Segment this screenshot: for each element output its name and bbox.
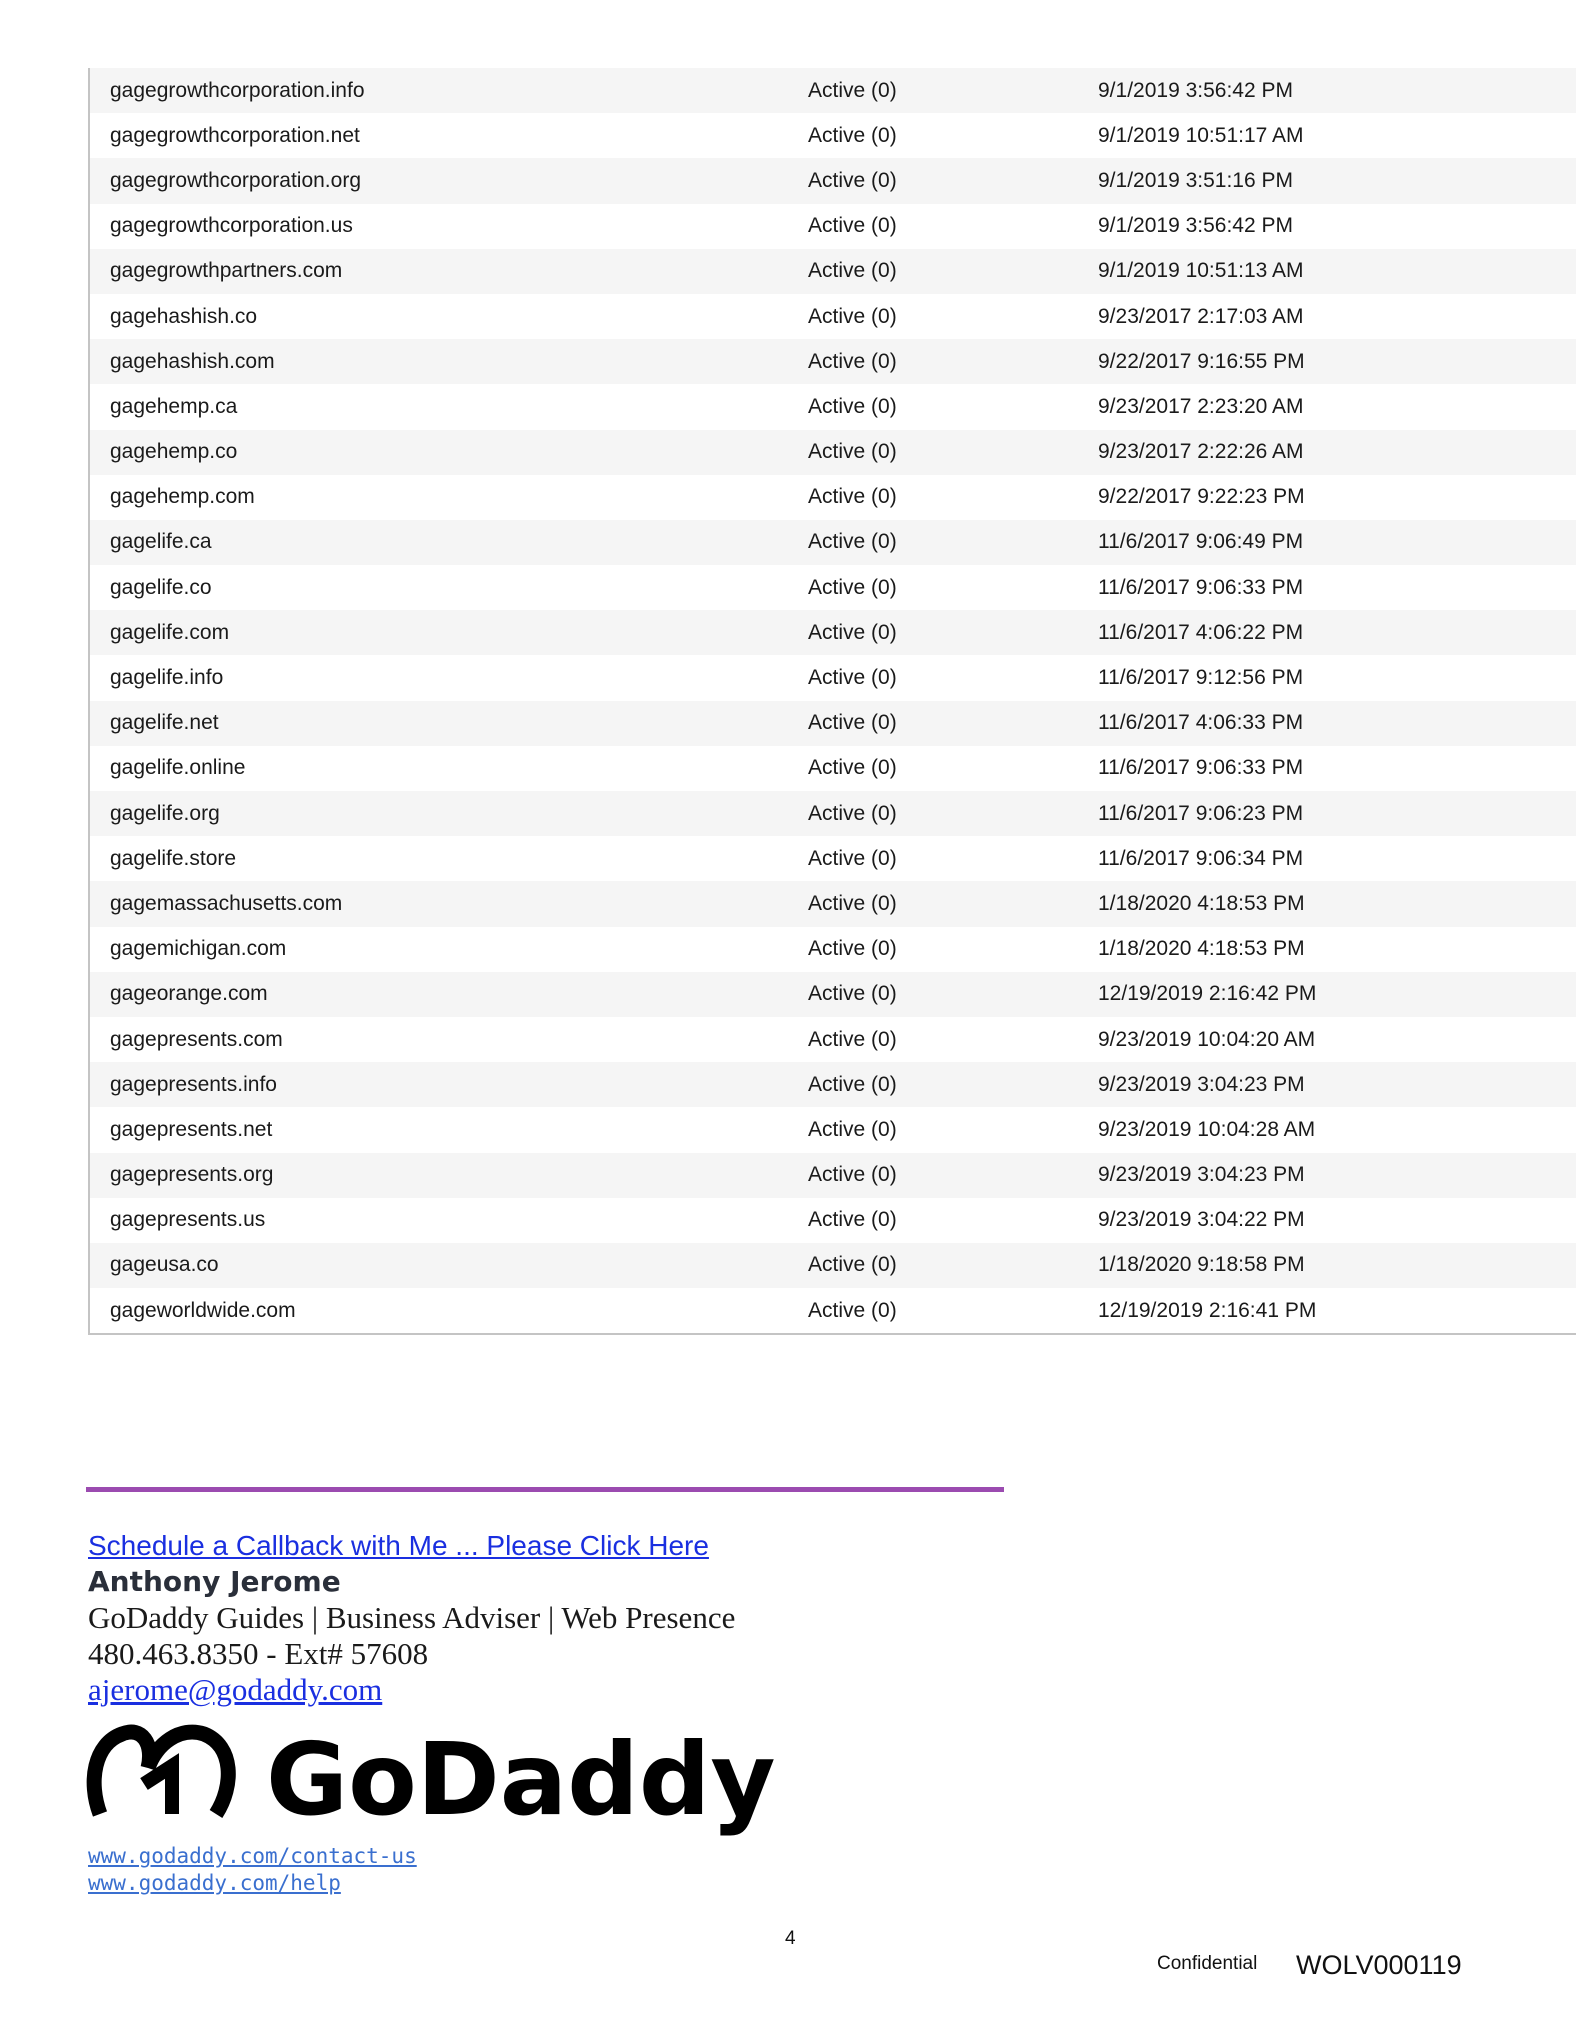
- domain-cell: gagelife.online: [110, 756, 246, 780]
- domain-cell: gagehemp.co: [110, 440, 238, 464]
- date-cell: 11/6/2017 9:12:56 PM: [1098, 666, 1304, 690]
- table-row: [90, 610, 1576, 655]
- status-cell: Active (0): [808, 304, 897, 328]
- domain-cell: gagepresents.com: [110, 1027, 283, 1051]
- domain-cell: gageworldwide.com: [110, 1298, 296, 1322]
- date-cell: 9/23/2019 3:04:22 PM: [1098, 1208, 1305, 1232]
- status-cell: Active (0): [808, 485, 897, 509]
- table-row: [90, 249, 1576, 294]
- table-row: [90, 1153, 1576, 1198]
- signature-email-link[interactable]: ajerome@godaddy.com: [88, 1672, 383, 1707]
- status-cell: Active (0): [808, 123, 897, 147]
- date-cell: 11/6/2017 9:06:33 PM: [1098, 575, 1304, 599]
- status-cell: Active (0): [808, 756, 897, 780]
- status-cell: Active (0): [808, 259, 897, 283]
- confidential-label: Confidential: [1157, 1953, 1258, 1974]
- domain-cell: gagepresents.net: [110, 1117, 273, 1141]
- status-cell: Active (0): [808, 1027, 897, 1051]
- bates-number: WOLV000119: [1296, 1950, 1462, 1980]
- table-row: [90, 565, 1576, 610]
- table-row: [90, 701, 1576, 746]
- help-link[interactable]: www.godaddy.com/help: [88, 1871, 341, 1895]
- date-cell: 9/23/2019 10:04:28 AM: [1098, 1117, 1316, 1141]
- date-cell: 9/22/2017 9:16:55 PM: [1098, 349, 1305, 373]
- date-cell: 9/23/2017 2:17:03 AM: [1098, 304, 1304, 328]
- page-number: 4: [785, 1928, 796, 1949]
- table-row: [90, 430, 1576, 475]
- table-row: [90, 1198, 1576, 1243]
- table-row: [90, 1107, 1576, 1152]
- date-cell: 9/23/2017 2:22:26 AM: [1098, 440, 1304, 464]
- table-row: [90, 113, 1576, 158]
- domain-cell: gagepresents.info: [110, 1072, 277, 1096]
- domain-cell: gagehemp.ca: [110, 394, 238, 418]
- status-cell: Active (0): [808, 1253, 897, 1277]
- date-cell: 12/19/2019 2:16:41 PM: [1098, 1298, 1317, 1322]
- status-cell: Active (0): [808, 530, 897, 554]
- godaddy-logo-icon: [88, 1721, 776, 1838]
- date-cell: 1/18/2020 9:18:58 PM: [1098, 1253, 1305, 1277]
- domain-cell: gagelife.ca: [110, 530, 212, 554]
- signature-title: GoDaddy Guides | Business Adviser | Web Presence: [88, 1600, 736, 1635]
- table-row: [90, 158, 1576, 203]
- domain-cell: gagelife.com: [110, 620, 230, 644]
- status-cell: Active (0): [808, 666, 897, 690]
- status-cell: Active (0): [808, 168, 897, 192]
- date-cell: 9/23/2019 10:04:20 AM: [1098, 1027, 1316, 1051]
- table-row: [90, 68, 1576, 113]
- table-row: [90, 655, 1576, 700]
- table-row: [90, 204, 1576, 249]
- status-cell: Active (0): [808, 1072, 897, 1096]
- table-row: [90, 475, 1576, 520]
- date-cell: 9/1/2019 3:56:42 PM: [1098, 214, 1293, 238]
- domain-cell: gageorange.com: [110, 982, 268, 1006]
- status-cell: Active (0): [808, 982, 897, 1006]
- date-cell: 11/6/2017 9:06:49 PM: [1098, 530, 1304, 554]
- signature-divider: [86, 1487, 1004, 1492]
- domain-table: [88, 68, 1576, 1335]
- domain-cell: gagelife.co: [110, 575, 212, 599]
- table-row: [90, 791, 1576, 836]
- domain-cell: gagelife.net: [110, 711, 219, 735]
- status-cell: Active (0): [808, 78, 897, 102]
- status-cell: Active (0): [808, 891, 897, 915]
- status-cell: Active (0): [808, 1208, 897, 1232]
- date-cell: 11/6/2017 4:06:22 PM: [1098, 620, 1304, 644]
- domain-cell: gagehashish.com: [110, 349, 275, 373]
- table-row: [90, 927, 1576, 972]
- signature-name: Anthony Jerome: [88, 1565, 341, 1598]
- table-row: [90, 1062, 1576, 1107]
- date-cell: 9/1/2019 3:56:42 PM: [1098, 78, 1293, 102]
- date-cell: 9/23/2019 3:04:23 PM: [1098, 1163, 1305, 1187]
- domain-cell: gagegrowthpartners.com: [110, 259, 343, 283]
- domain-cell: gagegrowthcorporation.org: [110, 168, 361, 192]
- status-cell: Active (0): [808, 214, 897, 238]
- domain-cell: gagelife.info: [110, 666, 224, 690]
- date-cell: 12/19/2019 2:16:42 PM: [1098, 982, 1317, 1006]
- schedule-callback-link[interactable]: Schedule a Callback with Me ... Please Click Here: [88, 1530, 709, 1561]
- date-cell: 1/18/2020 4:18:53 PM: [1098, 937, 1305, 961]
- status-cell: Active (0): [808, 846, 897, 870]
- table-row: [90, 1243, 1576, 1288]
- status-cell: Active (0): [808, 620, 897, 644]
- table-row: [90, 881, 1576, 926]
- table-row: [90, 972, 1576, 1017]
- godaddy-logo: [88, 1721, 776, 1838]
- table-row: [90, 384, 1576, 429]
- signature-phone: 480.463.8350 - Ext# 57608: [88, 1636, 429, 1671]
- status-cell: Active (0): [808, 349, 897, 373]
- date-cell: 9/1/2019 10:51:13 AM: [1098, 259, 1304, 283]
- domain-cell: gagegrowthcorporation.us: [110, 214, 353, 238]
- status-cell: Active (0): [808, 575, 897, 599]
- date-cell: 11/6/2017 9:06:33 PM: [1098, 756, 1304, 780]
- date-cell: 11/6/2017 9:06:34 PM: [1098, 846, 1304, 870]
- domain-cell: gagelife.org: [110, 801, 220, 825]
- table-row: [90, 746, 1576, 791]
- status-cell: Active (0): [808, 1298, 897, 1322]
- status-cell: Active (0): [808, 711, 897, 735]
- domain-cell: gagepresents.us: [110, 1208, 266, 1232]
- date-cell: 9/23/2017 2:23:20 AM: [1098, 394, 1304, 418]
- date-cell: 11/6/2017 9:06:23 PM: [1098, 801, 1304, 825]
- status-cell: Active (0): [808, 1163, 897, 1187]
- domain-cell: gagepresents.org: [110, 1163, 274, 1187]
- date-cell: 9/23/2019 3:04:23 PM: [1098, 1072, 1305, 1096]
- status-cell: Active (0): [808, 801, 897, 825]
- contact-us-link[interactable]: www.godaddy.com/contact-us: [88, 1844, 417, 1868]
- domain-cell: gagelife.store: [110, 846, 237, 870]
- table-row: [90, 339, 1576, 384]
- domain-cell: gagegrowthcorporation.info: [110, 78, 365, 102]
- table-row: [90, 294, 1576, 339]
- table-row: [90, 1288, 1576, 1333]
- status-cell: Active (0): [808, 394, 897, 418]
- status-cell: Active (0): [808, 440, 897, 464]
- date-cell: 9/1/2019 10:51:17 AM: [1098, 123, 1304, 147]
- table-row: [90, 1017, 1576, 1062]
- domain-cell: gageusa.co: [110, 1253, 219, 1277]
- table-row: [90, 836, 1576, 881]
- godaddy-logo-wordmark: GoDaddy: [266, 1721, 776, 1838]
- date-cell: 1/18/2020 4:18:53 PM: [1098, 891, 1305, 915]
- domain-cell: gagehemp.com: [110, 485, 255, 509]
- date-cell: 9/22/2017 9:22:23 PM: [1098, 485, 1305, 509]
- domain-cell: gagemichigan.com: [110, 937, 287, 961]
- domain-cell: gagegrowthcorporation.net: [110, 123, 360, 147]
- date-cell: 9/1/2019 3:51:16 PM: [1098, 168, 1293, 192]
- status-cell: Active (0): [808, 937, 897, 961]
- domain-cell: gagehashish.co: [110, 304, 258, 328]
- date-cell: 11/6/2017 4:06:33 PM: [1098, 711, 1304, 735]
- status-cell: Active (0): [808, 1117, 897, 1141]
- table-row: [90, 520, 1576, 565]
- domain-cell: gagemassachusetts.com: [110, 891, 343, 915]
